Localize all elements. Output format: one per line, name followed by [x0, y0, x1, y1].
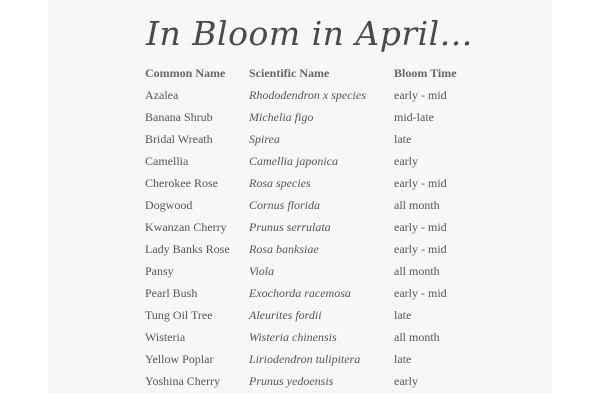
scientific-name-cell: Michelia figo: [249, 110, 314, 124]
bloom-time-cell: all month: [394, 330, 440, 344]
header-bloom-time: Bloom Time: [394, 66, 457, 80]
common-name-cell: Banana Shrub: [145, 110, 213, 124]
common-name-cell: Pearl Bush: [145, 286, 198, 300]
common-name-cell: Pansy: [145, 264, 174, 278]
table-row: [145, 260, 474, 282]
bloom-table: [145, 62, 474, 392]
table-row: [145, 370, 474, 392]
table-row: [145, 326, 474, 348]
bloom-time-cell: mid-late: [394, 110, 434, 124]
bloom-time-cell: early - mid: [394, 88, 447, 102]
table-row: [145, 150, 474, 172]
table-row: [145, 304, 474, 326]
bloom-time-cell: all month: [394, 264, 440, 278]
bloom-time-cell: early: [394, 374, 418, 388]
common-name-cell: Dogwood: [145, 198, 193, 212]
common-name-cell: Yoshina Cherry: [145, 374, 221, 388]
table-row: [145, 172, 474, 194]
common-name-cell: Wisteria: [145, 330, 186, 344]
bloom-time-cell: early: [394, 154, 418, 168]
bloom-time-cell: early - mid: [394, 220, 447, 234]
header-common-name: Common Name: [145, 66, 226, 80]
scientific-name-cell: Prunus serrulata: [249, 220, 331, 234]
common-name-cell: Azalea: [145, 88, 179, 102]
scientific-name-cell: Prunus yedoensis: [249, 374, 334, 388]
page-title: In Bloom in April...: [146, 14, 473, 53]
bloom-time-cell: late: [394, 132, 412, 146]
scientific-name-cell: Spirea: [249, 132, 280, 146]
bloom-time-cell: all month: [394, 198, 440, 212]
header-scientific-name: Scientific Name: [249, 66, 330, 80]
common-name-cell: Bridal Wreath: [145, 132, 213, 146]
bloom-time-cell: early - mid: [394, 176, 447, 190]
scientific-name-cell: Rhododendron x species: [249, 88, 366, 102]
common-name-cell: Yellow Poplar: [145, 352, 214, 366]
scientific-name-cell: Aleurites fordii: [249, 308, 322, 322]
table-body: [145, 84, 474, 392]
table-row: [145, 106, 474, 128]
scientific-name-cell: Rosa species: [249, 176, 311, 190]
bloom-time-cell: late: [394, 352, 412, 366]
common-name-cell: Tung Oil Tree: [145, 308, 213, 322]
bloom-time-cell: late: [394, 308, 412, 322]
bloom-time-cell: early - mid: [394, 242, 447, 256]
table-row: [145, 238, 474, 260]
scientific-name-cell: Liriodendron tulipitera: [249, 352, 361, 366]
table-row: [145, 216, 474, 238]
table-row: [145, 348, 474, 370]
scientific-name-cell: Cornus florida: [249, 198, 321, 212]
scientific-name-cell: Rosa banksiae: [249, 242, 319, 256]
table-row: [145, 282, 474, 304]
bloom-time-cell: early - mid: [394, 286, 447, 300]
table-row: [145, 84, 474, 106]
table-row: [145, 128, 474, 150]
common-name-cell: Camellia: [145, 154, 189, 168]
table-header-row: [145, 62, 474, 84]
scientific-name-cell: Exochorda racemosa: [249, 286, 351, 300]
common-name-cell: Kwanzan Cherry: [145, 220, 227, 234]
table-row: [145, 194, 474, 216]
scientific-name-cell: Viola: [249, 264, 275, 278]
common-name-cell: Lady Banks Rose: [145, 242, 230, 256]
scientific-name-cell: Wisteria chinensis: [249, 330, 337, 344]
common-name-cell: Cherokee Rose: [145, 176, 218, 190]
scientific-name-cell: Camellia japonica: [249, 154, 338, 168]
